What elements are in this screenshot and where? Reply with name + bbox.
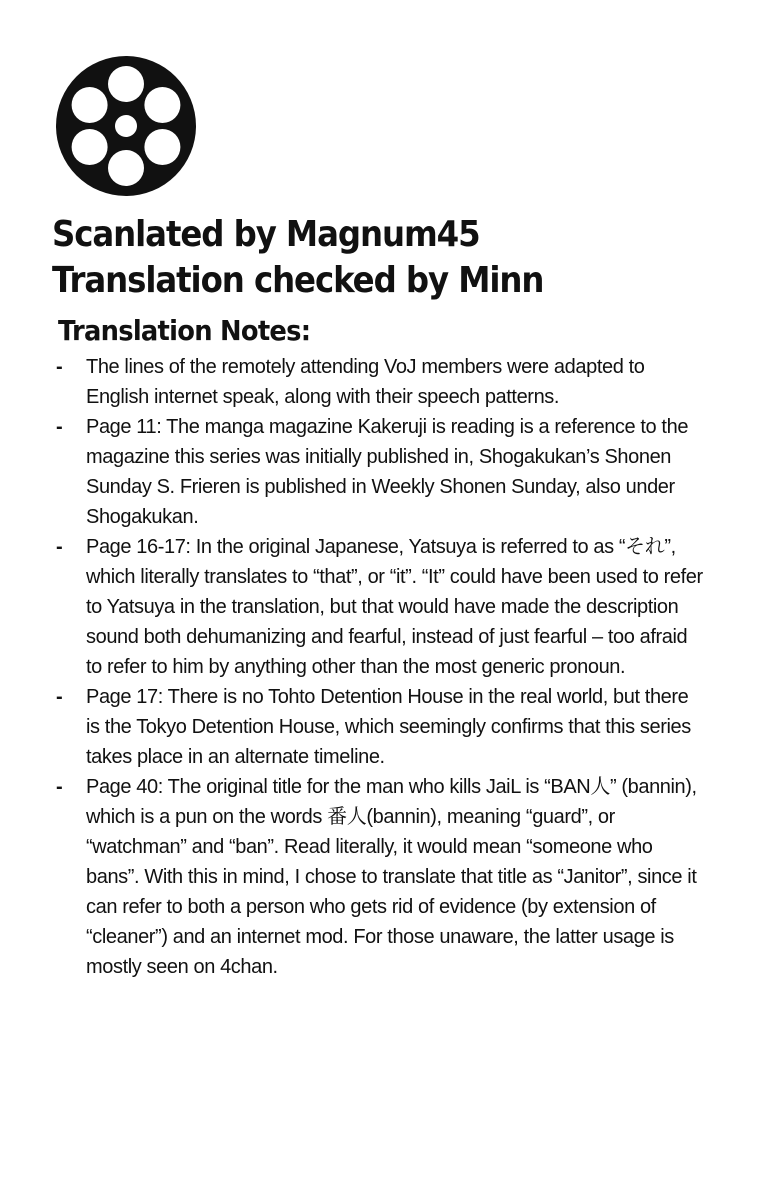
note-text: Page 11: The manga magazine Kakeruji is reading is a reference to the magazine this series was initially published in, Shogakukan’s Shonen Sunday S. Frieren is published in Weekly Shonen Sunday, also under Shogakukan. <box>86 416 689 528</box>
scanlation-credit: Scanlated by Magnum45 <box>52 214 480 255</box>
translation-notes-list <box>54 352 704 982</box>
note-item <box>54 772 704 982</box>
note-text: The lines of the remotely attending VoJ members were adapted to English internet speak, along with their speech patterns. <box>86 356 645 408</box>
credits-block <box>52 212 742 304</box>
note-text: Page 40: The original title for the man who kills JaiL is “BAN人” (bannin), which is a pun on the words 番人(bannin), meaning “guard”, or “watchman” and “ban”. Read literally, it would mean “someone who bans”. With this in mind, I chose to translate that title as “Janitor”, since it can refer to both a person who gets rid of evidence (by extension of “cleaner”) and an internet mod. For those unaware, the latter usage is mostly seen on 4chan. <box>86 776 697 978</box>
revolver-cylinder-icon <box>54 54 198 198</box>
note-text: Page 16-17: In the original Japanese, Yatsuya is referred to as “それ”, which literally translates to “that”, or “it”. “It” could have been used to refer to Yatsuya in the translation, but that would have made the description sound both dehumanizing and fearful, instead of just fearful – too afraid to refer to him by anything other than the most generic pronoun. <box>86 536 703 678</box>
note-bullet: - <box>56 416 63 438</box>
note-text: Page 17: There is no Tohto Detention House in the real world, but there is the Tokyo Detention House, which seemingly confirms that this series takes place in an alternate timeline. <box>86 686 691 768</box>
translation-check-credit: Translation checked by Minn <box>52 260 544 301</box>
note-item <box>54 682 704 772</box>
note-item <box>54 532 704 682</box>
notes-heading: Translation Notes: <box>58 314 311 347</box>
note-bullet: - <box>56 536 63 558</box>
note-bullet: - <box>56 356 63 378</box>
note-item <box>54 412 704 532</box>
note-bullet: - <box>56 686 63 708</box>
note-bullet: - <box>56 776 63 798</box>
note-item <box>54 352 704 412</box>
revolver-cylinder-graphic <box>54 54 198 198</box>
